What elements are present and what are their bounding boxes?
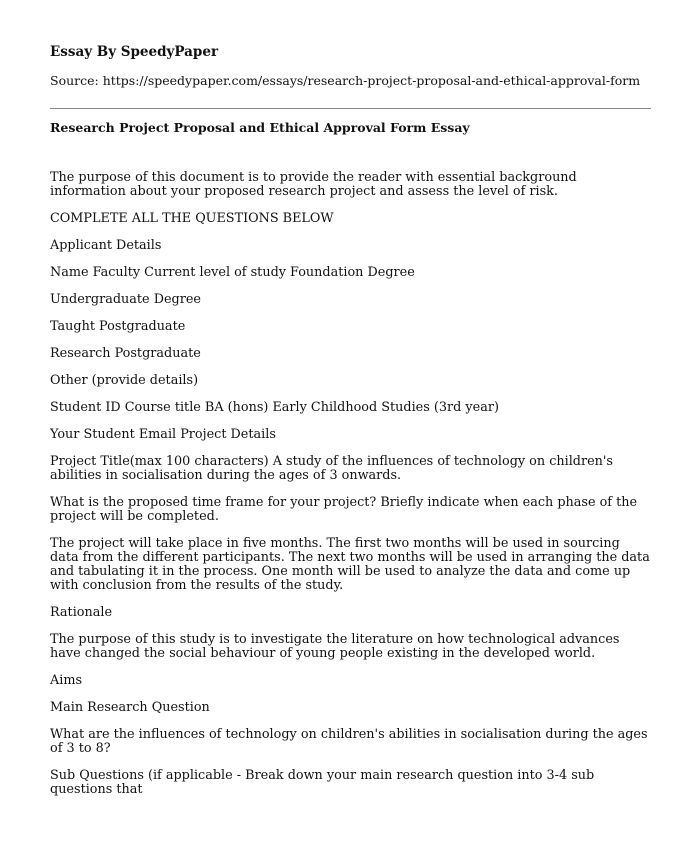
paragraph: The purpose of this document is to provide the reader with essential background information about your proposed research project and assess the level of risk. (50, 170, 577, 199)
essay-byline: Essay By SpeedyPaper (50, 44, 219, 60)
document-title: Research Project Proposal and Ethical Approval Form Essay (50, 120, 470, 135)
paragraph: Applicant Details (50, 238, 162, 253)
header-divider (50, 108, 651, 109)
paragraph: Student ID Course title BA (hons) Early Childhood Studies (3rd year) (50, 400, 499, 415)
paragraph: Taught Postgraduate (50, 319, 186, 334)
paragraph: The project will take place in five months. The first two months will be used in sourcing data from the different participants. The next two months will be used in arranging the data and tabulating it in the process. One month will be used to analyze the data and come up with conclusion from the results of the study. (50, 536, 650, 593)
paragraph: Sub Questions (if applicable - Break down your main research question into 3-4 sub questions that (50, 768, 595, 797)
document-body (50, 171, 650, 810)
paragraph: Research Postgraduate (50, 346, 201, 361)
paragraph: Undergraduate Degree (50, 292, 201, 307)
paragraph: Rationale (50, 605, 113, 620)
source-url: Source: https://speedypaper.com/essays/research-project-proposal-and-ethical-approval-form (50, 73, 641, 88)
paragraph: What are the influences of technology on children's abilities in socialisation during the ages of 3 to 8? (50, 727, 648, 756)
paragraph: Project Title(max 100 characters) A study of the influences of technology on children's abilities in socialisation during the ages of 3 onwards. (50, 454, 614, 483)
paragraph: Other (provide details) (50, 373, 199, 388)
paragraph: Your Student Email Project Details (50, 427, 276, 442)
paragraph: What is the proposed time frame for your project? Briefly indicate when each phase of the project will be completed. (50, 495, 638, 524)
paragraph: Name Faculty Current level of study Foundation Degree (50, 265, 415, 280)
paragraph: Aims (50, 673, 83, 688)
paragraph: COMPLETE ALL THE QUESTIONS BELOW (50, 211, 334, 226)
paragraph: Main Research Question (50, 700, 210, 715)
paragraph: The purpose of this study is to investigate the literature on how technological advances have changed the social behaviour of young people existing in the developed world. (50, 632, 620, 661)
